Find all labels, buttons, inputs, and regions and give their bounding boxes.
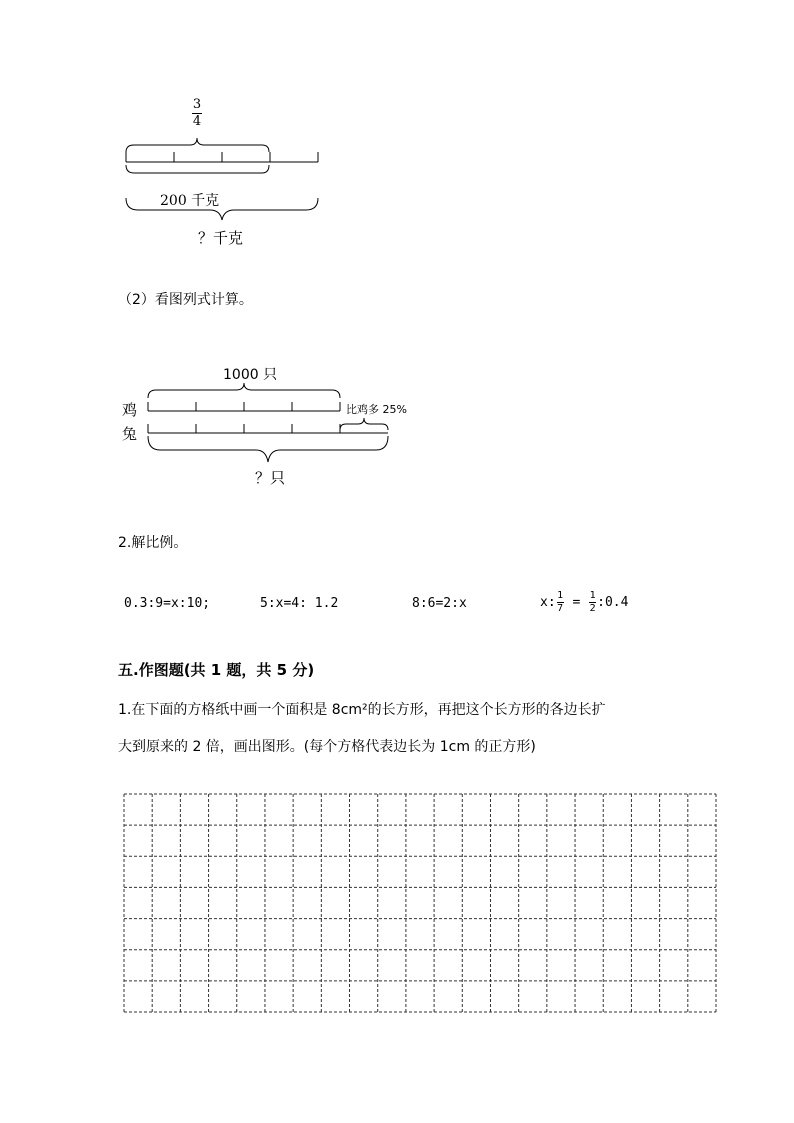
section-5-title: 五.作图题(共 1 题，共 5 分) xyxy=(118,661,315,679)
drawing-question-line-1: 1.在下面的方格纸中画一个面积是 8cm²的长方形，再把这个长方形的各边长扩 xyxy=(118,702,606,718)
fraction-denominator: 4 xyxy=(192,114,202,129)
unknown-count-label: ？只 xyxy=(255,469,286,487)
fraction-numerator: 3 xyxy=(192,97,202,112)
known-weight-label: 200 千克 xyxy=(160,193,220,209)
equation-3: 8:6=2:x xyxy=(412,596,467,611)
ratio-question-heading: 2.解比例。 xyxy=(118,535,188,551)
chicken-label: 鸡 xyxy=(122,401,138,419)
drawing-question-line-2: 大到原来的 2 倍，画出图形。(每个方格代表边长为 1cm 的正方形) xyxy=(118,739,536,755)
unknown-weight-label: ？千克 xyxy=(198,229,244,247)
extra-percent-label: 比鸡多 25% xyxy=(346,403,407,416)
question-2-heading: （2）看图列式计算。 xyxy=(118,292,253,308)
top-count-label: 1000 只 xyxy=(223,367,278,383)
equation-4: x: $\frac{1}{7}$ = $\frac{1}{2}$ :0.4 xyxy=(540,590,629,614)
equation-2: 5:x=4: 1.2 xyxy=(260,596,339,611)
equation-1: 0.3:9=x:10; xyxy=(124,596,211,611)
rabbit-label: 兔 xyxy=(122,425,138,443)
